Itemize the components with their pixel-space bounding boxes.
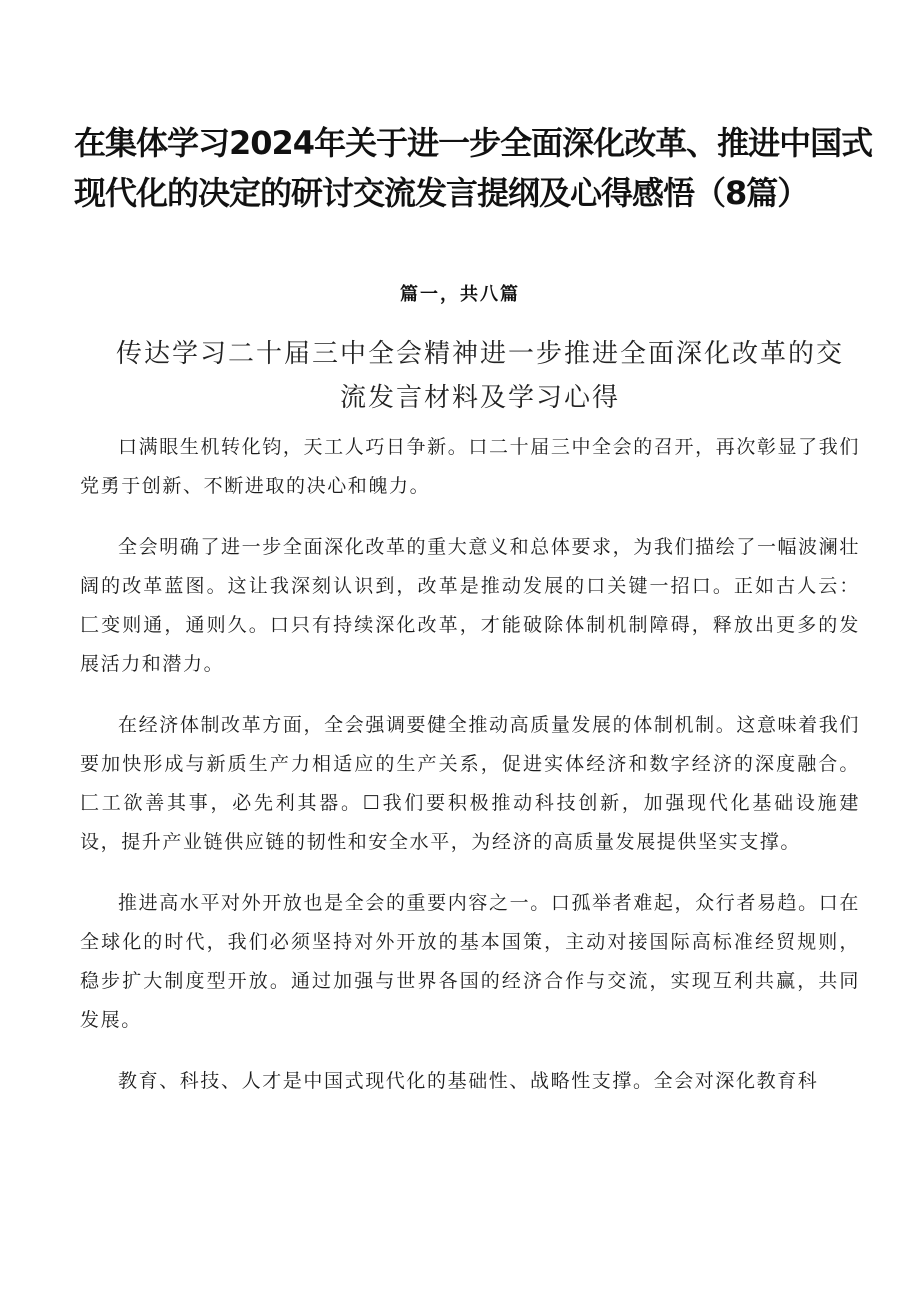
paragraph: 教育、科技、人才是中国式现代化的基础性、战略性支撑。全会对深化教育科 — [118, 1070, 819, 1092]
article-body — [80, 428, 860, 1123]
paragraph: 在经济体制改革方面，全会强调要健全推动高质量发展的体制机制。这意味着我们要加快形成与新质生产力相适应的生产关系，促进实体经济和数字经济的深度融合。匚工欲善其事，必先利其器。☐我们要积极推动科技创新，加强现代化基础设施建设，提升产业链供应链的韧性和安全水平，为经济的高质量发展提供坚实支撑。 — [80, 714, 860, 853]
article-subtitle: 传达学习二十届三中全会精神进一步推进全面深化改革的交流发言材料及学习心得 — [115, 339, 844, 413]
section-label: 篇一，共八篇 — [400, 284, 520, 305]
paragraph: 全会明确了进一步全面深化改革的重大意义和总体要求，为我们描绘了一幅波澜壮阔的改革蓝图。这让我深刻认识到，改革是推动发展的口关键一招口。正如古人云：匚变则通，通则久。口只有持续深化改革，才能破除体制机制障碍，释放出更多的发展活力和潜力。 — [80, 536, 860, 675]
document-title: 在集体学习2024年关于进一步全面深化改革、推进中国式现代化的决定的研讨交流发言提纲及心得感悟（8篇） — [74, 124, 873, 212]
paragraph: 推进高水平对外开放也是全会的重要内容之一。口孤举者难起，众行者易趋。口在全球化的时代，我们必须坚持对外开放的基本国策，主动对接国际高标准经贸规则，稳步扩大制度型开放。通过加强与世界各国的经济合作与交流，实现互利共赢，共同发展。 — [80, 892, 860, 1031]
paragraph: 口满眼生机转化钧，天工人巧日争新。口二十届三中全会的召开，再次彰显了我们党勇于创新、不断进取的决心和魄力。 — [80, 436, 860, 497]
